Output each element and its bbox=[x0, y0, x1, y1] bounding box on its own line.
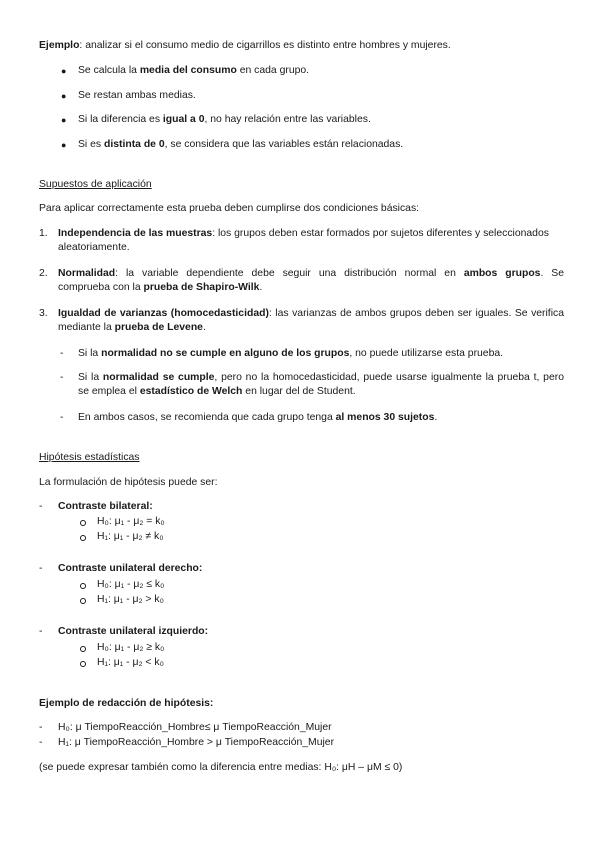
h1-label: H₁ bbox=[97, 594, 109, 605]
example-note-text: (se puede expresar también como la diferencia entre medias: bbox=[39, 762, 325, 773]
list-number: 1. bbox=[39, 228, 48, 239]
circle-bullet-icon bbox=[80, 520, 86, 526]
example-h0 bbox=[58, 721, 332, 735]
contrast-title-text: Contraste unilateral derecho bbox=[58, 563, 199, 574]
h1-label: H₁ bbox=[58, 737, 70, 748]
h0-label: H₀ bbox=[324, 762, 337, 773]
list-item-line bbox=[58, 227, 564, 241]
dash-marker: - bbox=[39, 501, 43, 512]
step-item bbox=[78, 113, 371, 127]
note-bold: al menos 30 sujetos bbox=[335, 412, 435, 423]
note-text: se emplea el bbox=[78, 386, 140, 397]
dash-marker: - bbox=[60, 348, 64, 359]
hypothesis-line bbox=[97, 530, 164, 544]
note-text: . bbox=[434, 412, 438, 423]
note-text: en lugar del de Student. bbox=[242, 386, 356, 397]
item-bold: Normalidad bbox=[58, 268, 116, 279]
item-bold: Independencia de las muestras bbox=[58, 228, 213, 239]
contrast-title-text: Contraste unilateral izquierdo bbox=[58, 626, 205, 637]
note-text: Si la bbox=[78, 348, 102, 359]
step-item bbox=[78, 64, 309, 78]
hypothesis-text: : μ₁ - μ₂ > k₀ bbox=[108, 594, 164, 605]
intro-label: Ejemplo bbox=[39, 40, 80, 51]
dash-marker: - bbox=[39, 737, 43, 748]
item-text: : las varianzas de ambos grupos deben ser iguales. Se verifica bbox=[268, 308, 564, 319]
hypothesis-text: : μ₁ - μ₂ < k₀ bbox=[108, 657, 164, 668]
item-text: . bbox=[202, 322, 206, 333]
hypothesis-text: : μ₁ - μ₂ ≥ k₀ bbox=[108, 642, 165, 653]
contrast-title: Contraste unilateral derecho: bbox=[58, 563, 203, 574]
item-text: comprueba con la bbox=[58, 282, 144, 293]
step-text: , se considera que las variables están relacionadas. bbox=[164, 139, 404, 150]
dash-marker: - bbox=[60, 412, 64, 423]
note-text: , no puede utilizarse esta prueba. bbox=[349, 348, 504, 359]
h0-label: H₀ bbox=[58, 722, 70, 733]
note-item bbox=[78, 411, 437, 425]
hypothesis-text: : μ₁ - μ₂ = k₀ bbox=[108, 516, 165, 527]
note-item-line bbox=[78, 385, 356, 399]
circle-bullet-icon bbox=[80, 583, 86, 589]
step-item bbox=[78, 89, 196, 103]
hypothesis-line bbox=[97, 641, 164, 655]
note-text: En ambos casos, se recomienda que cada grupo tenga bbox=[78, 412, 336, 423]
item-bold: ambos grupos bbox=[463, 268, 541, 279]
step-bold: igual a 0 bbox=[162, 114, 205, 125]
bullet-dot-icon: ● bbox=[61, 91, 67, 101]
step-text: en cada grupo. bbox=[236, 65, 310, 76]
section-intro: Para aplicar correctamente esta prueba deben cumplirse dos condiciones básicas: bbox=[39, 203, 420, 214]
item-bold: Igualdad de varianzas (homocedasticidad) bbox=[58, 308, 269, 319]
note-text: , pero no la homocedasticidad, puede usarse igualmente la prueba t, pero bbox=[214, 372, 564, 383]
circle-bullet-icon bbox=[80, 598, 86, 604]
h1-label: H₁ bbox=[97, 657, 109, 668]
hypothesis-text: : μ₁ - μ₂ ≤ k₀ bbox=[108, 579, 165, 590]
note-item bbox=[78, 347, 503, 361]
note-bold: normalidad no se cumple en alguno de los grupos bbox=[101, 348, 350, 359]
example-note bbox=[39, 761, 402, 775]
contrast-title-text: Contraste bilateral bbox=[58, 501, 150, 512]
list-number: 2. bbox=[39, 268, 48, 279]
circle-bullet-icon bbox=[80, 646, 86, 652]
list-item-line bbox=[58, 267, 564, 281]
step-text: Si la diferencia es bbox=[78, 114, 163, 125]
list-item-line bbox=[58, 307, 564, 321]
note-text: Si la bbox=[78, 372, 103, 383]
h1-label: H₁ bbox=[97, 531, 109, 542]
bullet-dot-icon: ● bbox=[61, 66, 67, 76]
section-heading-text: Hipótesis estadísticas bbox=[39, 452, 140, 463]
step-bold: media del consumo bbox=[139, 65, 237, 76]
section-intro: La formulación de hipótesis puede ser: bbox=[39, 477, 218, 488]
example-heading-text: Ejemplo de redacción de hipótesis: bbox=[39, 698, 214, 709]
item-text: : la variable dependiente debe seguir una distribución normal en bbox=[115, 268, 464, 279]
hypothesis-line bbox=[97, 593, 164, 607]
contrast-title: Contraste bilateral: bbox=[58, 501, 153, 512]
list-item-line bbox=[58, 281, 262, 295]
bullet-dot-icon: ● bbox=[61, 115, 67, 125]
dash-marker: - bbox=[60, 372, 64, 383]
example-heading bbox=[39, 697, 213, 711]
list-item-line bbox=[58, 321, 206, 335]
list-item-line: aleatoriamente. bbox=[58, 242, 130, 253]
h0-label: H₀ bbox=[97, 642, 109, 653]
intro-text: : analizar si el consumo medio de cigarrillos es distinto entre hombres y mujeres. bbox=[79, 40, 451, 51]
hypothesis-line bbox=[97, 656, 164, 670]
note-bold: normalidad se cumple bbox=[102, 372, 215, 383]
step-bold: distinta de 0 bbox=[104, 139, 165, 150]
item-text: mediante la bbox=[58, 322, 115, 333]
intro-line bbox=[39, 39, 451, 53]
item-bold: prueba de Levene bbox=[114, 322, 203, 333]
step-text: , no hay relación entre las variables. bbox=[204, 114, 371, 125]
h0-label: H₀ bbox=[97, 516, 109, 527]
hypothesis-text: : μ₁ - μ₂ ≠ k₀ bbox=[108, 531, 164, 542]
item-text: . bbox=[259, 282, 263, 293]
bullet-dot-icon: ● bbox=[61, 140, 67, 150]
step-text: Si es bbox=[78, 139, 104, 150]
example-h1 bbox=[58, 736, 334, 750]
item-text: . Se bbox=[540, 268, 565, 279]
example-text: : μ TiempoReacción_Hombre≤ μ TiempoReacción_Mujer bbox=[69, 722, 332, 733]
dash-marker: - bbox=[39, 722, 43, 733]
section-heading bbox=[39, 178, 152, 192]
item-bold: prueba de Shapiro-Wilk bbox=[143, 282, 260, 293]
step-item bbox=[78, 138, 403, 152]
example-note-text: : μH – μM ≤ 0) bbox=[336, 762, 403, 773]
h0-label: H₀ bbox=[97, 579, 109, 590]
dash-marker: - bbox=[39, 626, 43, 637]
circle-bullet-icon bbox=[80, 661, 86, 667]
list-number: 3. bbox=[39, 308, 48, 319]
step-text: Se restan ambas medias. bbox=[78, 90, 196, 101]
circle-bullet-icon bbox=[80, 535, 86, 541]
dash-marker: - bbox=[39, 563, 43, 574]
hypothesis-line bbox=[97, 578, 164, 592]
section-heading bbox=[39, 451, 140, 465]
step-text: Se calcula la bbox=[78, 65, 140, 76]
section-heading-text: Supuestos de aplicación bbox=[39, 179, 152, 190]
note-item bbox=[78, 371, 564, 385]
hypothesis-line bbox=[97, 515, 165, 529]
contrast-title: Contraste unilateral izquierdo: bbox=[58, 626, 209, 637]
item-text: : los grupos deben estar formados por sujetos diferentes y seleccionados bbox=[212, 228, 549, 239]
note-bold: estadístico de Welch bbox=[139, 386, 243, 397]
example-text: : μ TiempoReacción_Hombre > μ TiempoReacción_Mujer bbox=[69, 737, 335, 748]
